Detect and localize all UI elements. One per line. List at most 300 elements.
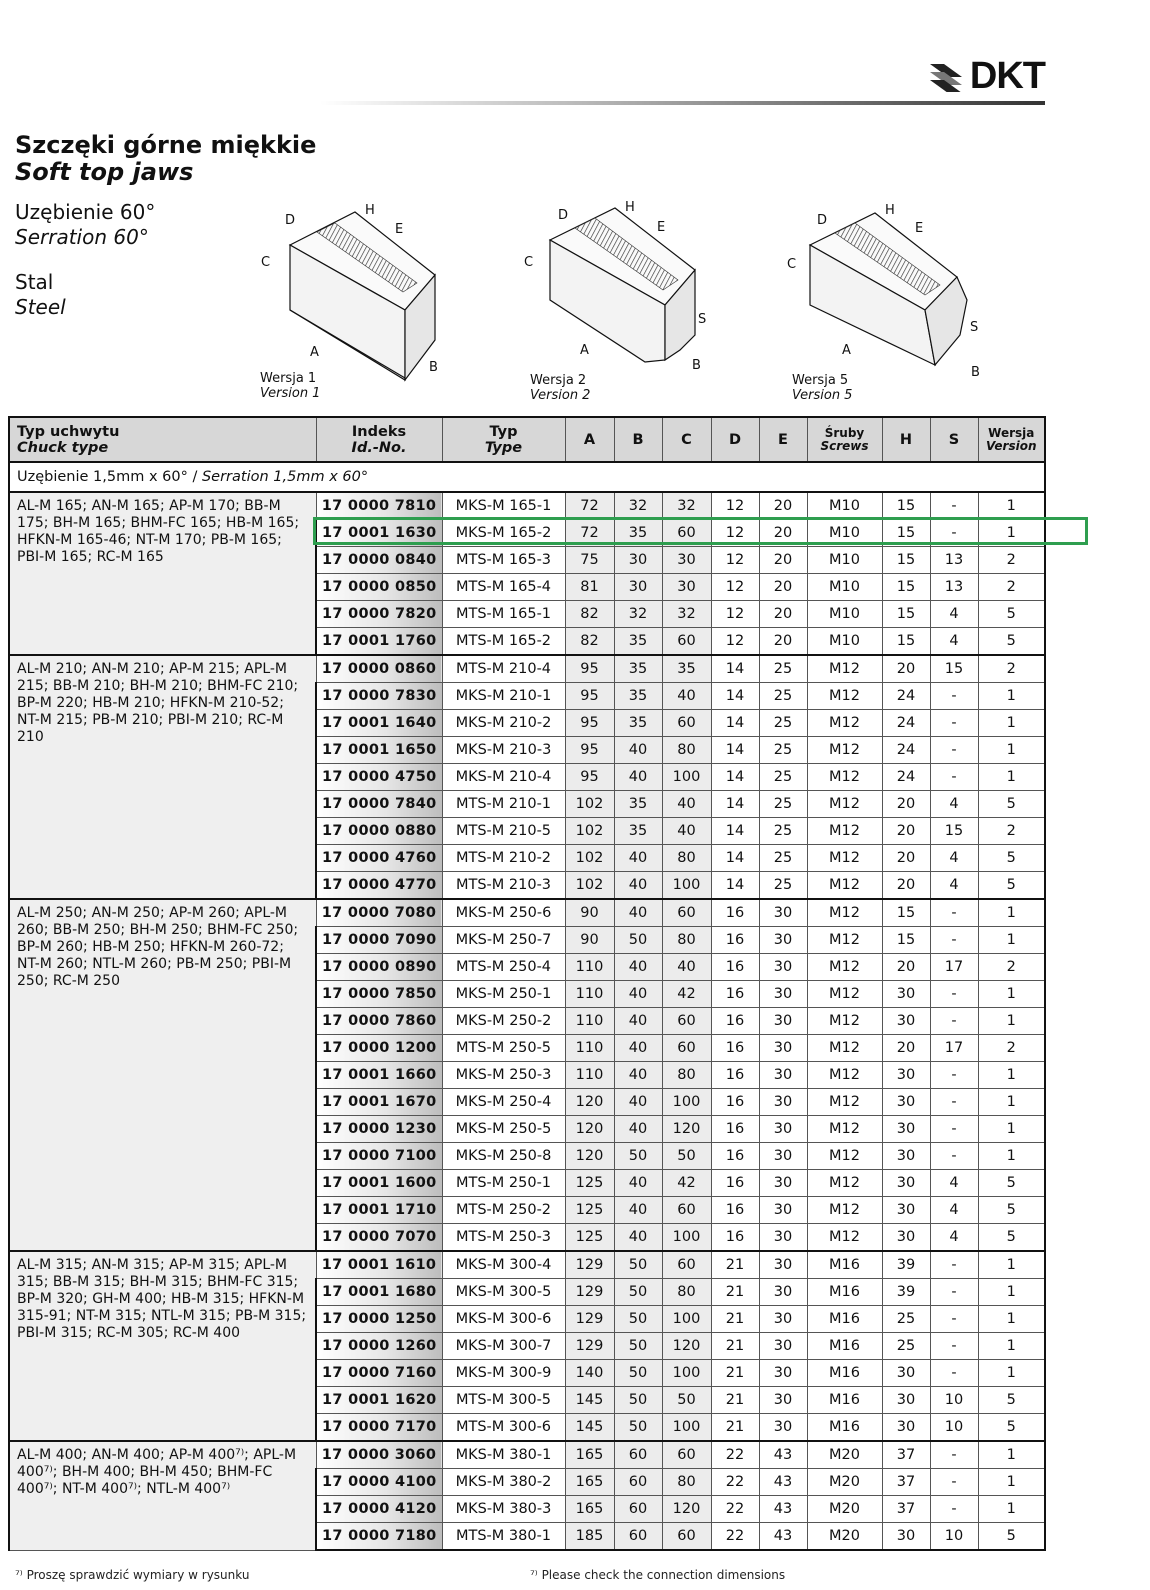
type-cell: MTS-M 250-1 — [442, 1170, 565, 1197]
screws-cell: M10 — [807, 520, 882, 547]
h-cell: 30 — [882, 1360, 930, 1387]
table-row — [9, 1441, 1045, 1469]
h-cell: 30 — [882, 1523, 930, 1551]
s-cell: 13 — [930, 574, 978, 601]
index-cell: 17 0000 4770 — [316, 872, 442, 900]
s-cell: - — [930, 520, 978, 547]
index-cell: 17 0000 4760 — [316, 845, 442, 872]
h-cell: 25 — [882, 1333, 930, 1360]
header-screws-pl: Śruby — [824, 425, 865, 440]
s-cell: 4 — [930, 791, 978, 818]
screws-cell: M12 — [807, 1008, 882, 1035]
e-cell: 20 — [759, 628, 807, 656]
c-cell: 120 — [662, 1333, 711, 1360]
index-cell: 17 0001 1680 — [316, 1279, 442, 1306]
h-cell: 25 — [882, 1306, 930, 1333]
index-cell: 17 0000 7100 — [316, 1143, 442, 1170]
header-b: B — [614, 417, 662, 462]
header-chuck-type — [9, 417, 316, 462]
h-cell: 15 — [882, 601, 930, 628]
spec-serration-en: Serration 60° — [15, 225, 149, 249]
version-cell: 1 — [978, 764, 1045, 791]
type-cell: MTS-M 380-1 — [442, 1523, 565, 1551]
screws-cell: M16 — [807, 1333, 882, 1360]
spec-material-en: Steel — [15, 295, 66, 319]
version-cell: 5 — [978, 1224, 1045, 1252]
c-cell: 100 — [662, 1224, 711, 1252]
index-cell: 17 0001 1710 — [316, 1197, 442, 1224]
b-cell: 50 — [614, 1387, 662, 1414]
screws-cell: M12 — [807, 1089, 882, 1116]
type-cell: MTS-M 210-3 — [442, 872, 565, 900]
s-cell: - — [930, 1333, 978, 1360]
type-cell: MKS-M 250-7 — [442, 927, 565, 954]
a-cell: 102 — [565, 872, 614, 900]
d-cell: 14 — [711, 845, 759, 872]
c-cell: 100 — [662, 1089, 711, 1116]
header-c: C — [662, 417, 711, 462]
h-cell: 30 — [882, 1143, 930, 1170]
c-cell: 80 — [662, 1469, 711, 1496]
serration-row — [9, 462, 1045, 492]
screws-cell: M20 — [807, 1469, 882, 1496]
table-header — [9, 417, 1045, 462]
h-cell: 30 — [882, 1414, 930, 1442]
header-e: E — [759, 417, 807, 462]
version-cell: 1 — [978, 1333, 1045, 1360]
serration-pl: Uzębienie 1,5mm x 60° / — [17, 469, 202, 485]
d-cell: 14 — [711, 818, 759, 845]
version-cell: 1 — [978, 1008, 1045, 1035]
index-cell: 17 0000 7850 — [316, 981, 442, 1008]
a-cell: 81 — [565, 574, 614, 601]
h-cell: 15 — [882, 899, 930, 927]
e-cell: 30 — [759, 1062, 807, 1089]
a-cell: 102 — [565, 818, 614, 845]
e-cell: 25 — [759, 845, 807, 872]
brand-header — [300, 55, 1045, 107]
spec-material-pl: Stal — [15, 270, 54, 294]
screws-cell: M12 — [807, 1116, 882, 1143]
s-cell: 4 — [930, 601, 978, 628]
a-cell: 165 — [565, 1441, 614, 1469]
d-cell: 14 — [711, 791, 759, 818]
dim-b-label: B — [971, 365, 980, 380]
a-cell: 129 — [565, 1333, 614, 1360]
s-cell: - — [930, 1251, 978, 1279]
index-cell: 17 0000 7840 — [316, 791, 442, 818]
h-cell: 20 — [882, 655, 930, 683]
s-cell: - — [930, 1279, 978, 1306]
h-cell: 30 — [882, 1116, 930, 1143]
a-cell: 165 — [565, 1496, 614, 1523]
type-cell: MTS-M 210-1 — [442, 791, 565, 818]
s-cell: - — [930, 1062, 978, 1089]
type-cell: MKS-M 380-2 — [442, 1469, 565, 1496]
version-1-pl: Wersja 1 — [260, 371, 317, 386]
c-cell: 50 — [662, 1143, 711, 1170]
dim-d-label: D — [558, 208, 569, 223]
type-cell: MKS-M 250-6 — [442, 899, 565, 927]
e-cell: 43 — [759, 1469, 807, 1496]
version-cell: 5 — [978, 845, 1045, 872]
screws-cell: M20 — [807, 1496, 882, 1523]
screws-cell: M12 — [807, 1224, 882, 1252]
b-cell: 50 — [614, 927, 662, 954]
type-cell: MKS-M 250-3 — [442, 1062, 565, 1089]
page-title-pl: Szczęki górne miękkie — [15, 131, 317, 159]
h-cell: 24 — [882, 764, 930, 791]
a-cell: 129 — [565, 1251, 614, 1279]
b-cell: 50 — [614, 1279, 662, 1306]
jaw-drawing-version-1 — [255, 200, 455, 380]
c-cell: 30 — [662, 574, 711, 601]
s-cell: - — [930, 981, 978, 1008]
version-1-label — [260, 371, 320, 401]
s-cell: - — [930, 1469, 978, 1496]
index-cell: 17 0000 7830 — [316, 683, 442, 710]
header-h: H — [882, 417, 930, 462]
version-cell: 5 — [978, 1170, 1045, 1197]
d-cell: 12 — [711, 547, 759, 574]
h-cell: 15 — [882, 628, 930, 656]
s-cell: 4 — [930, 628, 978, 656]
chuck-type-cell: AL-M 400; AN-M 400; AP-M 400⁷⁾; APL-M 400⁷⁾; BH-M 400; BH-M 450; BHM-FC 400⁷⁾; NT-M 400⁷⁾; NTL-M 400⁷⁾ — [9, 1441, 316, 1550]
e-cell: 30 — [759, 1360, 807, 1387]
c-cell: 60 — [662, 899, 711, 927]
d-cell: 14 — [711, 872, 759, 900]
d-cell: 16 — [711, 954, 759, 981]
e-cell: 30 — [759, 1279, 807, 1306]
chuck-type-cell: AL-M 210; AN-M 210; AP-M 215; APL-M 215; BB-M 210; BH-M 210; BHM-FC 210; BP-M 220; HB-M 210; HFKN-M 210-52; NT-M 215; PB-M 210; PBI-M 210; RC-M 210 — [9, 655, 316, 899]
e-cell: 30 — [759, 954, 807, 981]
screws-cell: M12 — [807, 1062, 882, 1089]
s-cell: - — [930, 1116, 978, 1143]
index-cell: 17 0000 4100 — [316, 1469, 442, 1496]
b-cell: 40 — [614, 872, 662, 900]
index-cell: 17 0000 7170 — [316, 1414, 442, 1442]
type-cell: MKS-M 250-2 — [442, 1008, 565, 1035]
jaw-drawing-version-5 — [785, 205, 995, 385]
h-cell: 20 — [882, 818, 930, 845]
c-cell: 60 — [662, 628, 711, 656]
dim-h-label: H — [885, 203, 895, 218]
version-cell: 5 — [978, 1387, 1045, 1414]
d-cell: 16 — [711, 899, 759, 927]
e-cell: 20 — [759, 547, 807, 574]
header-index-en: Id.-No. — [351, 439, 407, 456]
screws-cell: M16 — [807, 1306, 882, 1333]
version-cell: 1 — [978, 899, 1045, 927]
screws-cell: M12 — [807, 737, 882, 764]
e-cell: 30 — [759, 1035, 807, 1062]
header-version — [978, 417, 1045, 462]
e-cell: 25 — [759, 791, 807, 818]
version-2-label — [530, 373, 590, 403]
h-cell: 20 — [882, 845, 930, 872]
s-cell: 10 — [930, 1387, 978, 1414]
jaw-drawing-version-2 — [520, 200, 720, 380]
dim-d-label: D — [285, 213, 296, 228]
header-d: D — [711, 417, 759, 462]
version-cell: 1 — [978, 1279, 1045, 1306]
screws-cell: M12 — [807, 683, 882, 710]
e-cell: 20 — [759, 520, 807, 547]
e-cell: 25 — [759, 872, 807, 900]
version-cell: 5 — [978, 601, 1045, 628]
d-cell: 21 — [711, 1387, 759, 1414]
s-cell: - — [930, 492, 978, 520]
page-title-en: Soft top jaws — [15, 158, 194, 186]
type-cell: MKS-M 300-4 — [442, 1251, 565, 1279]
s-cell: 4 — [930, 872, 978, 900]
c-cell: 80 — [662, 1062, 711, 1089]
version-cell: 5 — [978, 791, 1045, 818]
h-cell: 20 — [882, 1035, 930, 1062]
d-cell: 12 — [711, 601, 759, 628]
dim-b-label: B — [692, 358, 701, 373]
h-cell: 39 — [882, 1279, 930, 1306]
s-cell: - — [930, 1008, 978, 1035]
b-cell: 35 — [614, 655, 662, 683]
a-cell: 110 — [565, 954, 614, 981]
a-cell: 95 — [565, 764, 614, 791]
a-cell: 95 — [565, 683, 614, 710]
e-cell: 30 — [759, 1197, 807, 1224]
a-cell: 72 — [565, 520, 614, 547]
h-cell: 30 — [882, 1197, 930, 1224]
type-cell: MTS-M 165-3 — [442, 547, 565, 574]
a-cell: 110 — [565, 1008, 614, 1035]
s-cell: 17 — [930, 1035, 978, 1062]
index-cell: 17 0001 1640 — [316, 710, 442, 737]
screws-cell: M16 — [807, 1387, 882, 1414]
e-cell: 30 — [759, 927, 807, 954]
screws-cell: M10 — [807, 492, 882, 520]
type-cell: MKS-M 250-8 — [442, 1143, 565, 1170]
index-cell: 17 0000 1250 — [316, 1306, 442, 1333]
screws-cell: M12 — [807, 764, 882, 791]
index-cell: 17 0001 1650 — [316, 737, 442, 764]
screws-cell: M12 — [807, 791, 882, 818]
e-cell: 25 — [759, 737, 807, 764]
b-cell: 50 — [614, 1360, 662, 1387]
a-cell: 95 — [565, 710, 614, 737]
s-cell: 13 — [930, 547, 978, 574]
screws-cell: M20 — [807, 1523, 882, 1551]
header-screws — [807, 417, 882, 462]
b-cell: 35 — [614, 791, 662, 818]
version-cell: 1 — [978, 1306, 1045, 1333]
dim-e-label: E — [657, 220, 666, 235]
a-cell: 120 — [565, 1143, 614, 1170]
b-cell: 30 — [614, 574, 662, 601]
index-cell: 17 0000 0850 — [316, 574, 442, 601]
s-cell: - — [930, 764, 978, 791]
header-chuck-pl: Typ uchwytu — [17, 423, 120, 440]
h-cell: 30 — [882, 1062, 930, 1089]
c-cell: 80 — [662, 845, 711, 872]
index-cell: 17 0000 0880 — [316, 818, 442, 845]
c-cell: 100 — [662, 872, 711, 900]
h-cell: 15 — [882, 574, 930, 601]
type-cell: MTS-M 210-2 — [442, 845, 565, 872]
version-cell: 5 — [978, 1197, 1045, 1224]
h-cell: 20 — [882, 954, 930, 981]
footnote-pl: ⁷⁾ Proszę sprawdzić wymiary w rysunku — [15, 1568, 250, 1582]
a-cell: 129 — [565, 1279, 614, 1306]
version-cell: 1 — [978, 683, 1045, 710]
b-cell: 40 — [614, 845, 662, 872]
type-cell: MTS-M 250-3 — [442, 1224, 565, 1252]
c-cell: 80 — [662, 737, 711, 764]
h-cell: 30 — [882, 981, 930, 1008]
type-cell: MKS-M 380-1 — [442, 1441, 565, 1469]
a-cell: 129 — [565, 1306, 614, 1333]
version-cell: 2 — [978, 1035, 1045, 1062]
type-cell: MTS-M 300-6 — [442, 1414, 565, 1442]
version-cell: 2 — [978, 547, 1045, 574]
h-cell: 15 — [882, 520, 930, 547]
c-cell: 42 — [662, 981, 711, 1008]
d-cell: 14 — [711, 655, 759, 683]
version-cell: 2 — [978, 818, 1045, 845]
index-cell: 17 0001 1600 — [316, 1170, 442, 1197]
b-cell: 40 — [614, 954, 662, 981]
header-rule — [320, 101, 1045, 105]
dim-e-label: E — [915, 221, 924, 236]
version-cell: 1 — [978, 1116, 1045, 1143]
h-cell: 30 — [882, 1224, 930, 1252]
brand-name: DKT — [969, 55, 1045, 97]
index-cell: 17 0000 1230 — [316, 1116, 442, 1143]
type-cell: MKS-M 250-5 — [442, 1116, 565, 1143]
e-cell: 30 — [759, 1306, 807, 1333]
d-cell: 16 — [711, 1143, 759, 1170]
c-cell: 60 — [662, 520, 711, 547]
serration-cell — [9, 462, 1045, 492]
dim-a-label: A — [842, 343, 851, 358]
screws-cell: M12 — [807, 1197, 882, 1224]
version-cell: 1 — [978, 1143, 1045, 1170]
index-cell: 17 0000 7820 — [316, 601, 442, 628]
e-cell: 30 — [759, 1008, 807, 1035]
s-cell: - — [930, 927, 978, 954]
d-cell: 16 — [711, 1089, 759, 1116]
screws-cell: M12 — [807, 899, 882, 927]
index-cell: 17 0001 1620 — [316, 1387, 442, 1414]
e-cell: 25 — [759, 683, 807, 710]
version-cell: 1 — [978, 492, 1045, 520]
s-cell: 4 — [930, 845, 978, 872]
a-cell: 140 — [565, 1360, 614, 1387]
c-cell: 120 — [662, 1496, 711, 1523]
h-cell: 24 — [882, 737, 930, 764]
version-cell: 1 — [978, 1251, 1045, 1279]
version-cell: 1 — [978, 981, 1045, 1008]
b-cell: 40 — [614, 1170, 662, 1197]
table-body — [9, 462, 1045, 1550]
h-cell: 15 — [882, 492, 930, 520]
version-cell: 5 — [978, 1523, 1045, 1551]
screws-cell: M12 — [807, 1143, 882, 1170]
a-cell: 90 — [565, 899, 614, 927]
s-cell: 4 — [930, 1224, 978, 1252]
a-cell: 120 — [565, 1089, 614, 1116]
s-cell: 15 — [930, 818, 978, 845]
d-cell: 14 — [711, 737, 759, 764]
header-index-pl: Indeks — [351, 423, 407, 440]
type-cell: MKS-M 210-3 — [442, 737, 565, 764]
version-cell: 5 — [978, 1414, 1045, 1442]
d-cell: 21 — [711, 1333, 759, 1360]
index-cell: 17 0000 3060 — [316, 1441, 442, 1469]
d-cell: 22 — [711, 1469, 759, 1496]
screws-cell: M10 — [807, 574, 882, 601]
c-cell: 32 — [662, 492, 711, 520]
screws-cell: M10 — [807, 601, 882, 628]
e-cell: 30 — [759, 1170, 807, 1197]
table-row — [9, 899, 1045, 927]
d-cell: 12 — [711, 492, 759, 520]
dim-h-label: H — [625, 200, 635, 215]
version-cell: 1 — [978, 710, 1045, 737]
index-cell: 17 0001 1760 — [316, 628, 442, 656]
d-cell: 21 — [711, 1414, 759, 1442]
version-5-label — [792, 373, 852, 403]
c-cell: 80 — [662, 1279, 711, 1306]
d-cell: 22 — [711, 1523, 759, 1551]
b-cell: 50 — [614, 1414, 662, 1442]
index-cell: 17 0001 1630 — [316, 520, 442, 547]
type-cell: MKS-M 165-1 — [442, 492, 565, 520]
index-cell: 17 0000 7160 — [316, 1360, 442, 1387]
a-cell: 75 — [565, 547, 614, 574]
s-cell: - — [930, 737, 978, 764]
screws-cell: M12 — [807, 845, 882, 872]
dim-e-label: E — [395, 222, 404, 237]
e-cell: 30 — [759, 899, 807, 927]
c-cell: 60 — [662, 1197, 711, 1224]
logo-chevrons-icon — [930, 62, 966, 92]
screws-cell: M12 — [807, 710, 882, 737]
c-cell: 60 — [662, 1523, 711, 1551]
type-cell: MKS-M 300-9 — [442, 1360, 565, 1387]
dim-s-label: S — [970, 320, 979, 335]
index-cell: 17 0000 0890 — [316, 954, 442, 981]
b-cell: 60 — [614, 1496, 662, 1523]
header-version-en: Version — [985, 438, 1037, 453]
version-2-en: Version 2 — [530, 388, 591, 403]
version-cell: 2 — [978, 655, 1045, 683]
c-cell: 100 — [662, 764, 711, 791]
s-cell: 4 — [930, 1197, 978, 1224]
header-screws-en: Screws — [820, 438, 869, 453]
version-cell: 5 — [978, 628, 1045, 656]
b-cell: 32 — [614, 601, 662, 628]
h-cell: 30 — [882, 1089, 930, 1116]
b-cell: 30 — [614, 547, 662, 574]
a-cell: 72 — [565, 492, 614, 520]
d-cell: 14 — [711, 764, 759, 791]
h-cell: 15 — [882, 927, 930, 954]
h-cell: 24 — [882, 710, 930, 737]
dim-c-label: C — [787, 257, 797, 272]
d-cell: 16 — [711, 1170, 759, 1197]
type-cell: MTS-M 250-4 — [442, 954, 565, 981]
b-cell: 40 — [614, 737, 662, 764]
d-cell: 22 — [711, 1441, 759, 1469]
